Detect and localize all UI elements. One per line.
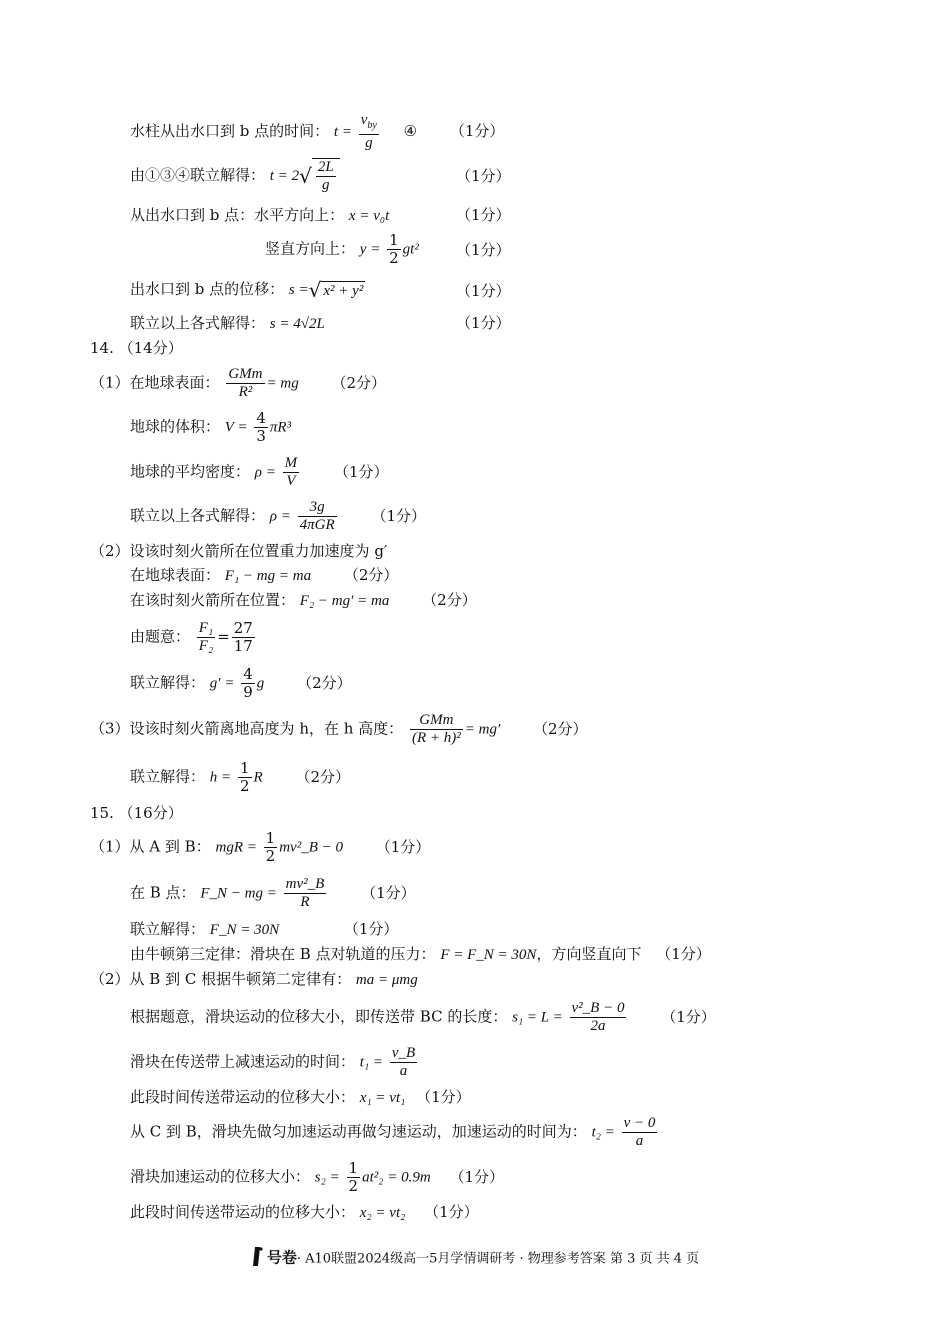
- numerator: mv²_B: [285, 876, 325, 892]
- equation: s = 4√2L: [269, 316, 325, 332]
- equation: V =: [224, 419, 248, 436]
- answer-line: [130, 566, 398, 585]
- equation: gt²: [402, 241, 419, 258]
- score: （1分）: [456, 282, 511, 300]
- fraction: [622, 1115, 658, 1150]
- fraction: [410, 712, 463, 747]
- equation: h =: [209, 769, 232, 786]
- numerator: 1: [389, 231, 399, 249]
- numerator: F₁: [198, 620, 214, 636]
- score: （1分）: [456, 167, 511, 185]
- fraction: [241, 666, 255, 701]
- line-text: 从出水口到 b 点：水平方向上：: [130, 206, 345, 224]
- equation-mark: ④: [403, 122, 418, 140]
- fraction: [284, 876, 327, 911]
- numerator: M: [284, 455, 298, 471]
- answer-line: [130, 666, 352, 701]
- score: （2分）: [297, 673, 352, 692]
- question-heading: 15. （16分）: [90, 804, 183, 822]
- line-text: 联立解得：: [130, 673, 206, 692]
- denominator: 3: [256, 427, 266, 445]
- equation: g: [256, 675, 265, 692]
- score: （1分）: [449, 1167, 504, 1186]
- equation: g′ =: [209, 675, 235, 692]
- footer-text: · A10联盟2024级高一5月学情调研考 · 物理参考答案 第 3 页 共 4 页: [296, 1251, 700, 1267]
- radical-sign: √: [308, 278, 322, 302]
- denominator: 9: [243, 683, 253, 701]
- score: （1分）: [416, 1088, 471, 1106]
- numerator: v²_B − 0: [571, 1000, 625, 1016]
- score: （1分）: [449, 122, 505, 140]
- score: （1分）: [371, 506, 426, 525]
- score: （1分）: [456, 241, 511, 259]
- equation: F_N − mg =: [200, 885, 277, 902]
- line-text: 由题意：: [130, 627, 191, 646]
- score: （1分）: [661, 1007, 716, 1026]
- score: （2分）: [422, 591, 477, 609]
- equation: F_N = 30N: [209, 922, 280, 938]
- equation: F₂ − mg′ = ma: [299, 593, 390, 609]
- equation: s₂ =: [314, 1169, 340, 1186]
- numerator: v: [360, 112, 368, 128]
- fraction: [316, 159, 336, 194]
- equation: =: [217, 627, 230, 646]
- equation: at²₂ = 0.9m: [362, 1169, 431, 1186]
- equation: F = F_N = 30N: [440, 947, 537, 963]
- line-text: 地球的体积：: [130, 417, 221, 436]
- line-text: 从 C 到 B，滑块先做匀加速运动再做匀速运动，加速运动的时间为：: [130, 1122, 587, 1141]
- score: （2分）: [343, 566, 399, 584]
- fraction: [264, 830, 278, 865]
- denominator: 2a: [590, 1018, 606, 1034]
- numerator: GMm: [410, 712, 463, 730]
- equation: t = 2: [269, 168, 300, 184]
- fraction: [238, 760, 252, 795]
- equation: mv²_B − 0: [279, 839, 343, 856]
- radicand: x² + y²: [323, 282, 364, 299]
- answer-line: [130, 1160, 504, 1195]
- score: （1分）: [424, 1203, 479, 1221]
- page-footer: [0, 1246, 950, 1272]
- numerator: 1: [239, 759, 250, 777]
- line-text: 水柱从出水口到 b 点的时间：: [130, 122, 330, 140]
- line-text: 出水口到 b 点的位移：: [130, 280, 285, 298]
- line-text: 滑块加速运动的位移大小：: [130, 1167, 311, 1186]
- fraction: [570, 1000, 627, 1035]
- score: （1分）: [456, 314, 511, 332]
- answer-line: [130, 499, 426, 534]
- answer-line: [130, 278, 511, 302]
- fraction: [298, 499, 337, 534]
- line-text: 在该时刻火箭所在位置：: [130, 591, 296, 609]
- radical-sign: √: [299, 164, 312, 188]
- numerator: 4: [243, 665, 253, 683]
- answer-line: [90, 970, 418, 989]
- answer-line: [130, 158, 511, 194]
- equation: = mg: [266, 375, 299, 392]
- line-text: 联立以上各式解得：: [130, 506, 266, 525]
- answer-line: [130, 206, 511, 225]
- denominator: (R + h)²: [411, 730, 461, 746]
- equation: t₂ =: [591, 1124, 615, 1141]
- answer-line: [90, 712, 588, 747]
- denominator: V: [286, 473, 296, 489]
- numerator: 4: [256, 409, 266, 427]
- score: （1分）: [375, 837, 431, 856]
- answer-line: [130, 876, 416, 911]
- equation: x = v₀t: [348, 208, 390, 224]
- fraction: [387, 232, 401, 267]
- answer-line: [90, 830, 430, 865]
- fraction: [347, 1160, 361, 1195]
- equation: x₂ = vt₂: [359, 1205, 406, 1221]
- answer-line: [265, 231, 511, 267]
- equation: x₁ = vt₁: [359, 1090, 406, 1106]
- answer-line: [130, 920, 398, 939]
- answer-line: [130, 410, 291, 445]
- line-text: 由①③④联立解得：: [130, 166, 266, 184]
- answer-line: [130, 1045, 419, 1080]
- equation: F₁ − mg = ma: [224, 568, 312, 584]
- line-text: 在地球表面：: [130, 566, 221, 584]
- numerator: 27: [233, 619, 253, 637]
- fraction: [232, 620, 255, 655]
- fraction: [254, 410, 268, 445]
- line-text: 由牛顿第三定律：滑块在 B 点对轨道的压力：: [130, 945, 436, 963]
- numerator: 1: [348, 1159, 359, 1177]
- line-text: 根据题意，滑块运动的位移大小，即传送带 BC 的长度：: [130, 1007, 508, 1026]
- equation: s =: [288, 282, 309, 298]
- denominator: g: [322, 177, 330, 193]
- numerator: GMm: [228, 366, 263, 382]
- denominator: R²: [238, 384, 253, 400]
- score: （1分）: [361, 883, 416, 902]
- answer-line: [130, 591, 477, 610]
- score: （1分）: [656, 945, 711, 963]
- equation: R: [253, 769, 263, 786]
- brand-logo-icon: [251, 1246, 263, 1272]
- answer-line: [130, 945, 711, 964]
- equation: ρ =: [254, 464, 276, 481]
- brand-name: 号卷: [266, 1248, 297, 1267]
- line-text: 在 B 点：: [130, 883, 196, 902]
- answer-line: [130, 1088, 471, 1107]
- equation: s₁ = L =: [512, 1009, 563, 1026]
- denominator: 4πGR: [299, 517, 335, 533]
- denominator: 2: [239, 777, 250, 795]
- fraction: [226, 366, 264, 401]
- equation: ρ =: [269, 508, 291, 525]
- denominator: 17: [233, 637, 253, 655]
- question-heading: 14. （14分）: [90, 339, 183, 357]
- numerator: v_B: [391, 1045, 416, 1061]
- score: （2分）: [331, 373, 387, 392]
- equation: = mg′: [464, 721, 501, 738]
- fraction: [283, 455, 300, 490]
- answer-line: （2）设该时刻火箭所在位置重力加速度为 g′: [90, 542, 388, 560]
- denominator: 2: [348, 1177, 359, 1195]
- denominator: g: [365, 135, 373, 151]
- answer-line: [130, 1000, 716, 1035]
- denominator: 2: [265, 847, 276, 865]
- numerator: 2L: [317, 159, 334, 175]
- line-text: 滑块在传送带上减速运动的时间：: [130, 1052, 356, 1071]
- score: （2分）: [295, 767, 350, 786]
- answer-line: [130, 314, 511, 333]
- equation: πR³: [269, 419, 292, 436]
- equation: mgR =: [215, 839, 257, 856]
- score: （1分）: [456, 206, 511, 224]
- answer-line: [130, 620, 257, 655]
- answer-line: [130, 455, 388, 490]
- fraction: [390, 1045, 417, 1080]
- fraction: [359, 112, 379, 152]
- denominator: R: [300, 894, 310, 910]
- numerator: v − 0: [623, 1115, 656, 1131]
- denominator: 2: [389, 249, 399, 267]
- equation: y =: [359, 241, 381, 258]
- fraction: [197, 620, 215, 655]
- numerator: 1: [265, 829, 276, 847]
- score: （2分）: [533, 719, 588, 738]
- answer-line: [130, 1203, 479, 1222]
- answer-line: [90, 366, 386, 401]
- denominator: a: [399, 1063, 408, 1079]
- equation: t =: [333, 124, 352, 140]
- answer-line: [130, 1115, 659, 1150]
- answer-line: [130, 112, 504, 152]
- score: （1分）: [333, 462, 389, 481]
- score: （1分）: [343, 920, 399, 938]
- line-text: （1）在地球表面：: [90, 373, 220, 392]
- line-text: （2）从 B 到 C 根据牛顿第二定律有：: [90, 970, 352, 988]
- denominator: F₂: [198, 638, 214, 654]
- answer-line: [130, 760, 350, 795]
- line-text: 此段时间传送带运动的位移大小：: [130, 1088, 356, 1106]
- line-text: 此段时间传送带运动的位移大小：: [130, 1203, 356, 1221]
- subscript: by: [367, 120, 377, 131]
- equation: ma = μmg: [355, 972, 418, 988]
- line-text: 联立解得：: [130, 767, 206, 786]
- denominator: a: [635, 1133, 644, 1149]
- numerator: 3g: [298, 499, 337, 517]
- line-text: （1）从 A 到 B：: [90, 837, 211, 856]
- line-text: 联立解得：: [130, 920, 206, 938]
- line-text: （3）设该时刻火箭离地高度为 h，在 h 高度：: [90, 719, 404, 738]
- line-text: 地球的平均密度：: [130, 462, 251, 481]
- line-text: 联立以上各式解得：: [130, 314, 266, 332]
- equation: t₁ =: [359, 1054, 384, 1071]
- line-text: ，方向竖直向下: [536, 945, 642, 963]
- line-text: 竖直方向上：: [265, 239, 356, 258]
